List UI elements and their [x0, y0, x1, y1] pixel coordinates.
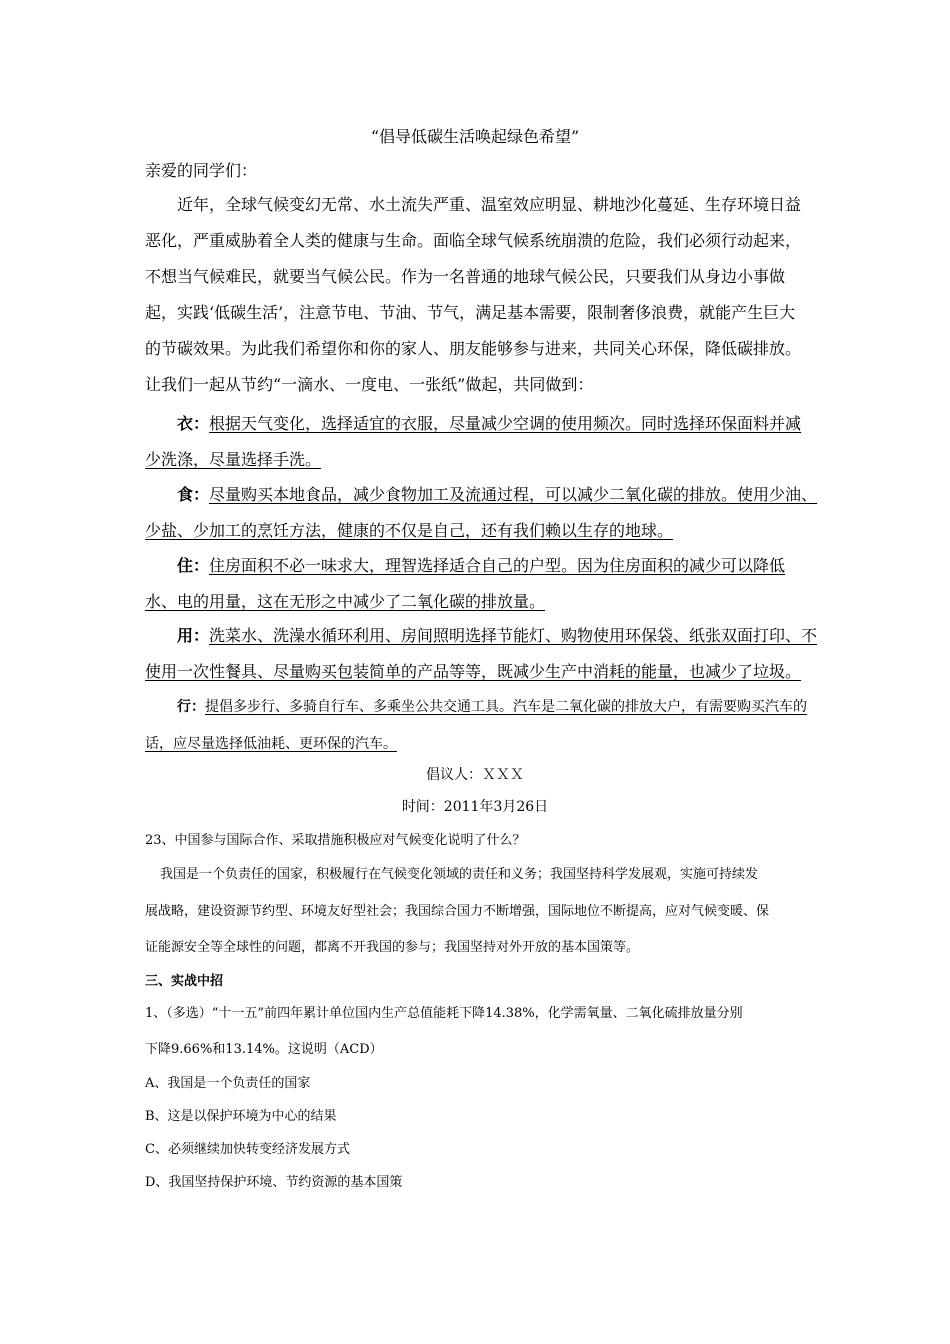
letter-title: “倡导低碳生活唤起绿色希望” [370, 127, 580, 146]
item-text: 少洗涤，尽量选择手洗。 [145, 450, 322, 469]
item-text: 洗菜水、洗澡水循环利用、房间照明选择节能灯、购物使用环保袋、纸张双面打印、不 [209, 626, 818, 645]
intro-line: 不想当气候难民，就要当气候公民。作为一名普通的地球气候公民，只要我们从身边小事做 [145, 267, 786, 286]
item-text: 尽量购买本地食品，减少食物加工及流通过程，可以减少二氧化碳的排放。使用少油、 [209, 485, 818, 504]
question-1: 1、（多选）“十一五”前四年累计单位国内生产总值能耗下降14.38%，化学需氧量、二氧化硫排放量分别 [145, 1006, 743, 1021]
item-text: 少盐、少加工的烹饪方法，健康的不仅是自己，还有我们赖以生存的地球。 [145, 521, 674, 540]
question-23: 23、中国参与国际合作、采取措施积极应对气候变化说明了什么？ [145, 833, 526, 848]
answer-line: 证能源安全等全球性的问题，都离不开我国的参与；我国坚持对外开放的基本国策等。 [145, 940, 640, 955]
item-text: 根据天气变化，选择适宜的衣服，尽量减少空调的使用频次。同时选择环保面料并减 [209, 414, 802, 433]
item-text: 提倡多步行、多骑自行车、多乘坐公共交通工具。汽车是二氧化碳的排放大户，有需要购买汽车的 [205, 699, 807, 715]
answer-line: 我国是一个负责任的国家，积极履行在气候变化领域的责任和义务；我国坚持科学发展观，实施可持续发 [160, 867, 759, 882]
item-label: 衣： [177, 414, 210, 433]
option-a: A、我国是一个负责任的国家 [145, 1076, 311, 1091]
item-label: 用： [177, 626, 210, 645]
letter-date: 时间：2011年3月26日 [401, 799, 549, 815]
letter-greeting: 亲爱的同学们： [145, 161, 258, 180]
answer-line: 展战略，建设资源节约型、环境友好型社会；我国综合国力不断增强，国际地位不断提高，应对气候变暖、保 [145, 904, 770, 919]
intro-line: 让我们一起从节约“一滴水、一度电、一张纸”做起，共同做到： [145, 375, 594, 394]
intro-line: 起，实践‘低碳生活’，注意节电、节油、节气，满足基本需要，限制奢侈浪费，就能产生巨大 [145, 303, 796, 322]
item-label: 食： [177, 485, 210, 504]
item-label: 住： [177, 556, 210, 575]
letter-signer: 倡议人：ＸＸＸ [426, 767, 524, 783]
section-heading: 三、实战中招 [145, 974, 224, 989]
item-label: 行： [177, 699, 205, 715]
question-1: 下降9.66%和13.14%。这说明（ACD） [145, 1042, 383, 1057]
intro-line: 恶化，严重威胁着全人类的健康与生命。面临全球气候系统崩溃的危险，我们必须行动起来， [145, 231, 802, 250]
option-d: D、我国坚持保护环境、节约资源的基本国策 [145, 1175, 403, 1190]
intro-line: 的节碳效果。为此我们希望你和你的家人、朋友能够参与进来，共同关心环保，降低碳排放。 [145, 339, 802, 358]
item-text: 话，应尽量选择低油耗、更环保的汽车。 [145, 736, 397, 752]
option-b: B、这是以保护环境为中心的结果 [145, 1109, 337, 1124]
option-c: C、必须继续加快转变经济发展方式 [145, 1142, 350, 1157]
intro-line: 近年，全球气候变幻无常、水土流失严重、温室效应明显、耕地沙化蔓延、生存环境日益 [177, 195, 802, 214]
item-text: 水、电的用量，这在无形之中减少了二氧化碳的排放量。 [145, 592, 546, 611]
item-text: 使用一次性餐具、尽量购买包装简单的产品等等，既减少生产中消耗的能量，也减少了垃圾。 [145, 662, 802, 681]
item-text: 住房面积不必一味求大，理智选择适合自己的户型。因为住房面积的减少可以降低 [209, 556, 786, 575]
